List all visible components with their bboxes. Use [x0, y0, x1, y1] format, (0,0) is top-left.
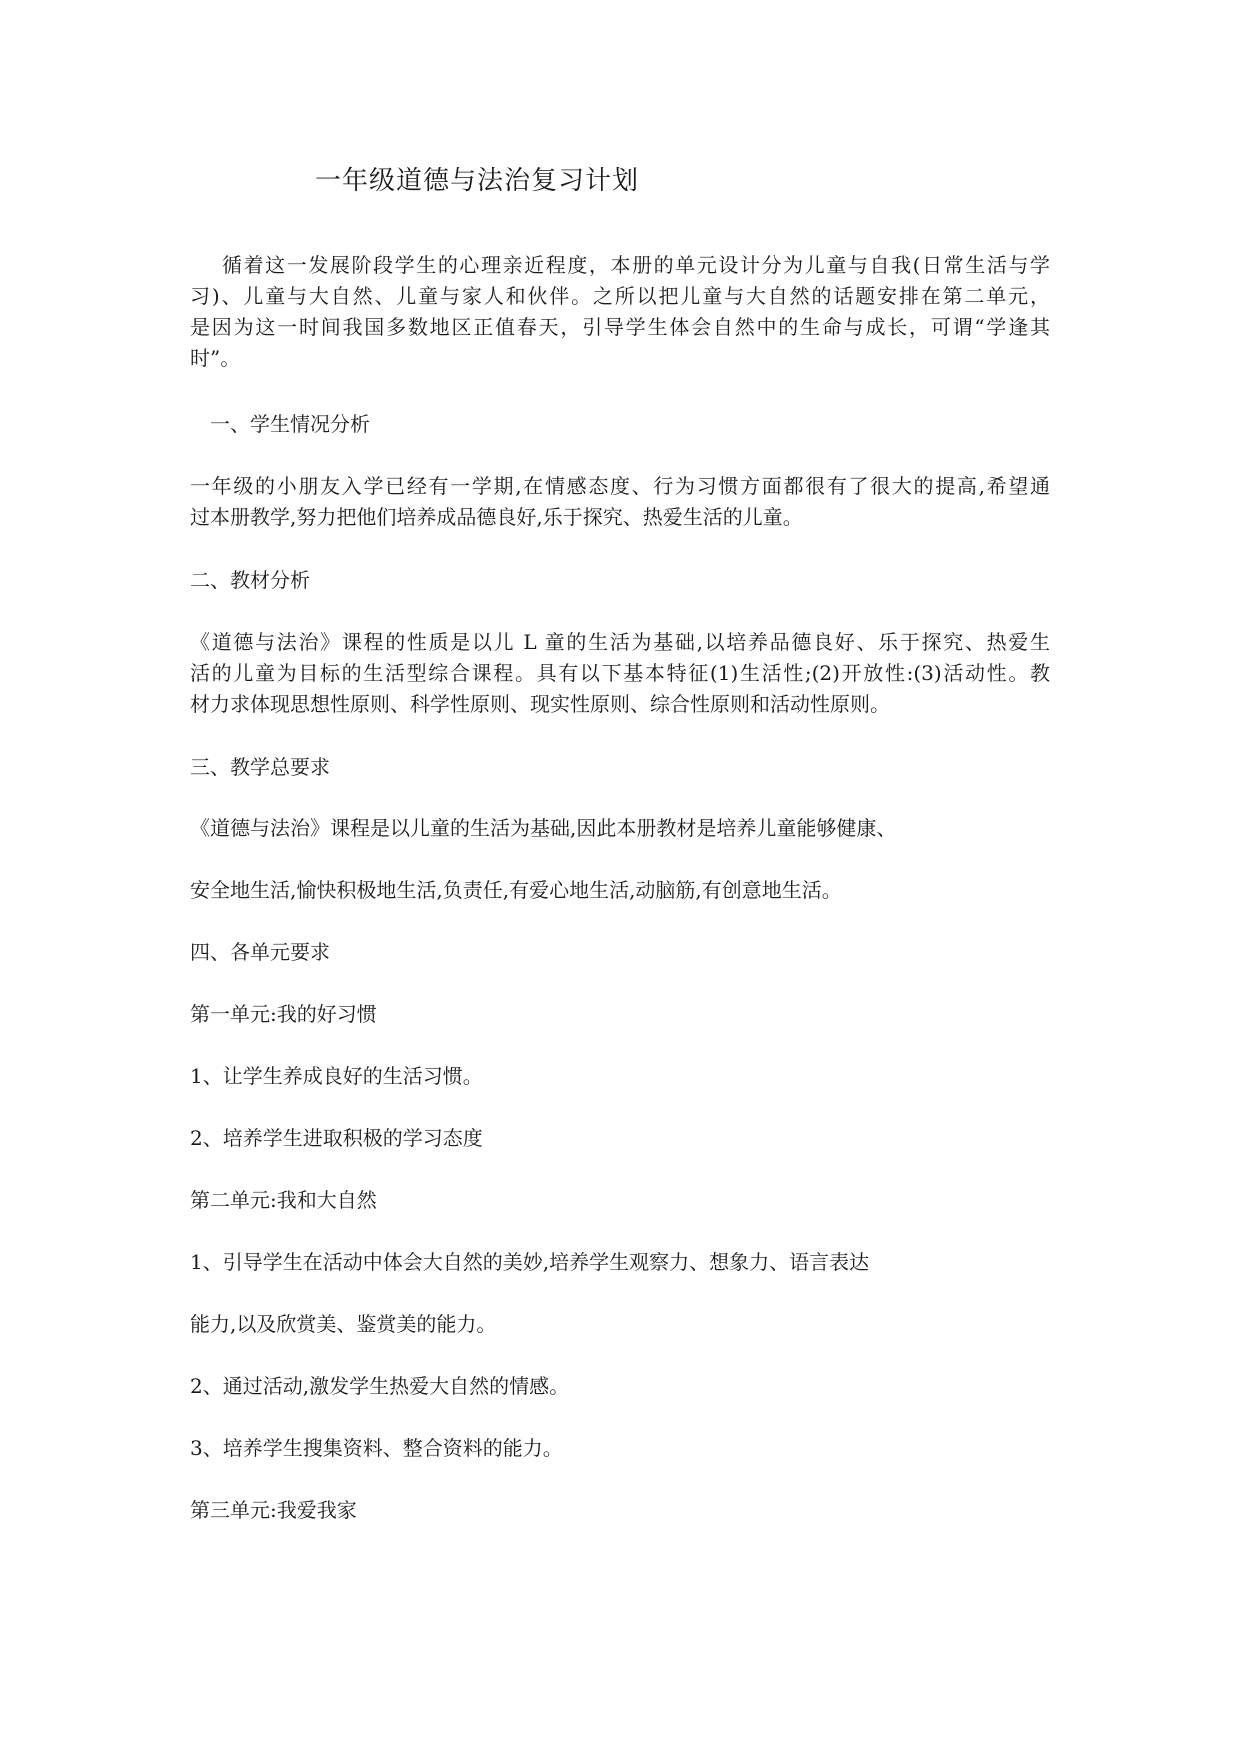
- student-analysis-line-2: 过本册教学,努力把他们培养成品德良好,乐于探究、热爱生活的儿童。: [190, 505, 803, 529]
- intro-line-3: 是因为这一时间我国多数地区正值春天，引导学生体会自然中的生命与成长，可谓“学逢其: [190, 315, 1050, 339]
- unit-2-item-1-line-1: 1、引导学生在活动中体会大自然的美妙,培养学生观察力、想象力、语言表达: [190, 1250, 870, 1274]
- intro-paragraph: [190, 250, 1050, 374]
- unit-2-item-2: 2、通过活动,激发学生热爱大自然的情感。: [190, 1374, 570, 1398]
- unit-3-heading: 第三单元:我爱我家: [190, 1498, 357, 1522]
- unit-1-heading: 第一单元:我的好习惯: [190, 1002, 377, 1026]
- student-analysis-line-1: 一年级的小朋友入学已经有一学期,在情感态度、行为习惯方面都很有了很大的提高,希望通: [190, 474, 1050, 498]
- document-title: 一年级道德与法治复习计划: [315, 166, 640, 196]
- intro-line-1: 循着这一发展阶段学生的心理亲近程度，本册的单元设计分为儿童与自我(日常生活与学: [222, 253, 1050, 277]
- section-heading-material-analysis: 二、教材分析: [190, 568, 310, 592]
- teaching-requirements-line-1: 《道德与法治》课程是以儿童的生活为基础,因此本册教材是培养儿童能够健康、: [190, 816, 897, 840]
- unit-1-item-1: 1、让学生养成良好的生活习惯。: [190, 1064, 483, 1088]
- material-analysis-line-1: 《道德与法治》课程的性质是以儿 L 童的生活为基础,以培养品德良好、乐于探究、热爱生: [190, 630, 1050, 654]
- material-analysis-line-2: 活的儿童为目标的生活型综合课程。具有以下基本特征(1)生活性;(2)开放性:(3)活动性。教: [190, 661, 1050, 685]
- section-heading-unit-requirements: 四、各单元要求: [190, 940, 330, 964]
- unit-1-item-2: 2、培养学生进取积极的学习态度: [190, 1126, 483, 1150]
- unit-2-heading: 第二单元:我和大自然: [190, 1188, 377, 1212]
- material-analysis-line-3: 材力求体现思想性原则、科学性原则、现实性原则、综合性原则和活动性原则。: [190, 692, 890, 716]
- intro-line-4: 时”。: [190, 346, 241, 370]
- teaching-requirements-line-2: 安全地生活,愉快积极地生活,负责任,有爱心地生活,动脑筋,有创意地生活。: [190, 878, 842, 902]
- unit-2-item-1-line-2: 能力,以及欣赏美、鉴赏美的能力。: [190, 1312, 497, 1336]
- section-heading-teaching-requirements: 三、教学总要求: [190, 755, 330, 779]
- section-heading-student-analysis: 一、学生情况分析: [210, 412, 370, 436]
- intro-line-2: 习)、儿童与大自然、儿童与家人和伙伴。之所以把儿童与大自然的话题安排在第二单元，: [190, 284, 1050, 308]
- unit-2-item-3: 3、培养学生搜集资料、整合资料的能力。: [190, 1436, 563, 1460]
